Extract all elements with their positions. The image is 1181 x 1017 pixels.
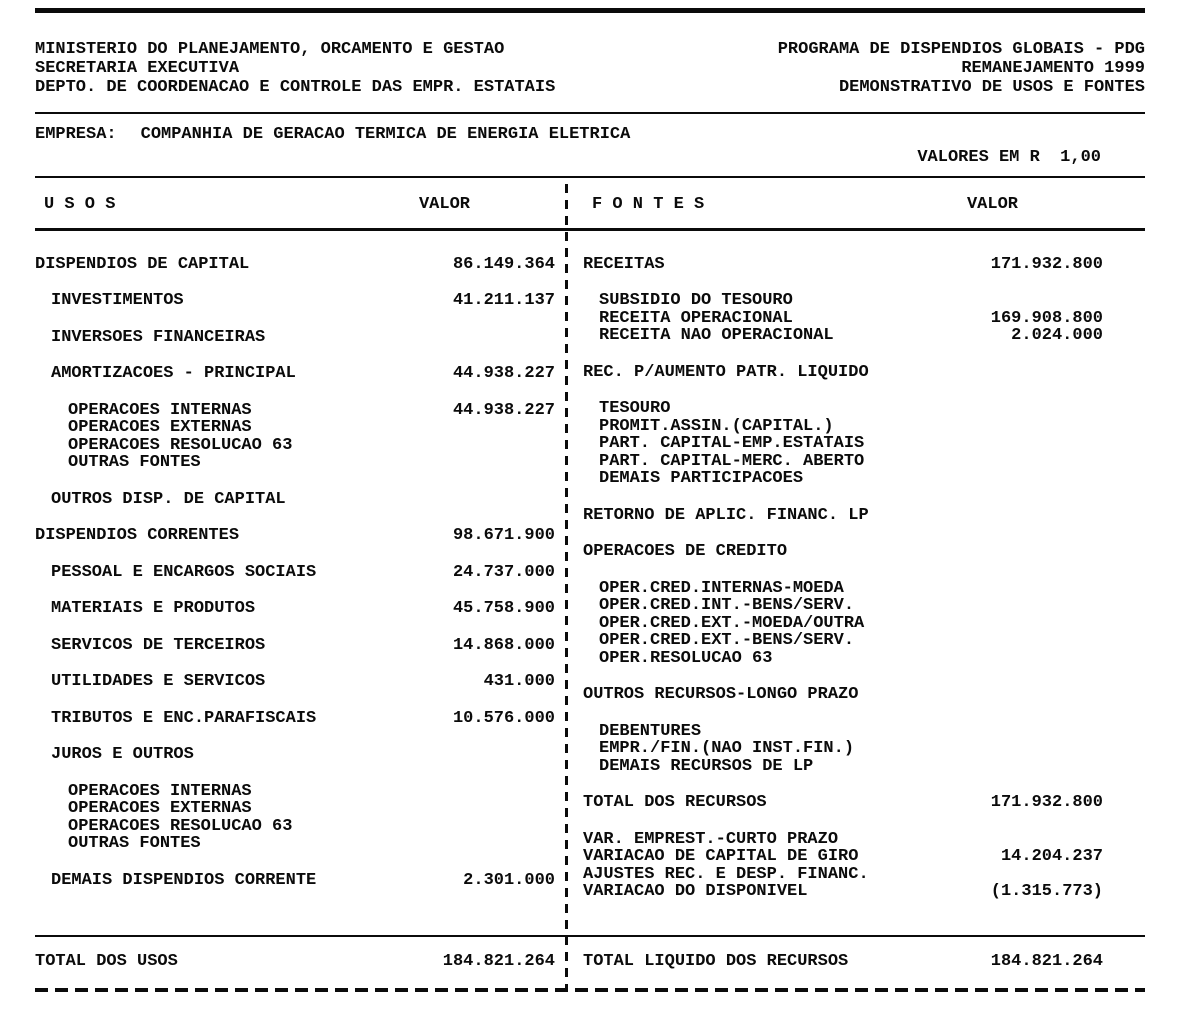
table-row (583, 327, 1103, 345)
row-label: PESSOAL E ENCARGOS SOCIAIS (51, 562, 317, 582)
table-row (583, 740, 1103, 758)
row-label: DEBENTURES (599, 721, 702, 741)
row-label: TESOURO (599, 399, 671, 418)
fontes-total-value: 184.821.264 (990, 952, 1103, 971)
row-label: OUTRAS FONTES (68, 834, 201, 853)
row-label: RECEITA OPERACIONAL (599, 308, 793, 328)
agency-block (35, 40, 555, 97)
table-row (583, 364, 1103, 382)
table-row (35, 637, 555, 655)
table-row (583, 435, 1103, 453)
agency-line: SECRETARIA EXECUTIVA (35, 59, 240, 78)
company-section (35, 125, 1145, 167)
totals-row (35, 937, 1145, 988)
usos-fontes-table (35, 178, 1145, 992)
row-label: RETORNO DE APLIC. FINANC. LP (583, 505, 869, 525)
row-value: 171.932.800 (990, 254, 1103, 274)
row-value: 98.671.900 (452, 526, 555, 545)
row-value: 171.932.800 (990, 793, 1103, 812)
table-row (35, 419, 555, 437)
row-label: JUROS E OUTROS (51, 745, 194, 764)
table-row (583, 723, 1103, 741)
row-value: 41.211.137 (452, 291, 555, 310)
horizontal-rule (35, 112, 1145, 114)
table-row (583, 883, 1103, 901)
row-label: UTILIDADES E SERVICOS (51, 672, 266, 691)
table-row (583, 615, 1103, 633)
table-row (583, 507, 1103, 525)
row-label: OPER.CRED.INT.-BENS/SERV. (599, 596, 855, 615)
row-label: VARIACAO DE CAPITAL DE GIRO (583, 847, 859, 866)
row-label: REC. P/AUMENTO PATR. LIQUIDO (583, 362, 869, 382)
table-row (583, 543, 1103, 561)
row-value: 10.576.000 (452, 708, 555, 728)
table-row (583, 292, 1103, 310)
row-label: OUTROS DISP. DE CAPITAL (51, 489, 286, 509)
table-row (35, 491, 555, 509)
fontes-header (583, 178, 1103, 228)
row-label: INVESTIMENTOS (51, 291, 184, 310)
row-label: PROMIT.ASSIN.(CAPITAL.) (599, 416, 834, 436)
table-row (35, 329, 555, 347)
table-row (583, 632, 1103, 650)
column-headers (35, 178, 1145, 228)
table-row (583, 453, 1103, 471)
company-name: COMPANHIA DE GERACAO TERMICA DE ENERGIA ELETRICA (140, 125, 631, 144)
column-divider (565, 184, 568, 990)
report-subtitle: DEMONSTRATIVO DE USOS E FONTES (838, 78, 1145, 97)
table-row (583, 866, 1103, 884)
row-label: AMORTIZACOES - PRINCIPAL (51, 364, 296, 383)
table-row (35, 365, 555, 383)
report-title: PROGRAMA DE DISPENDIOS GLOBAIS - PDG (777, 40, 1145, 59)
table-row (35, 402, 555, 420)
row-label: INVERSOES FINANCEIRAS (51, 327, 266, 347)
row-label: TRIBUTOS E ENC.PARAFISCAIS (51, 708, 317, 728)
row-label: PART. CAPITAL-MERC. ABERTO (599, 451, 865, 471)
table-row (583, 580, 1103, 598)
row-value: 24.737.000 (452, 562, 555, 582)
report-subtitle: REMANEJAMENTO 1999 (961, 59, 1145, 78)
row-label: EMPR./FIN.(NAO INST.FIN.) (599, 739, 855, 758)
row-label: OPERACOES RESOLUCAO 63 (68, 435, 293, 455)
table-row (35, 835, 555, 853)
row-label: DISPENDIOS DE CAPITAL (35, 254, 250, 274)
row-label: SUBSIDIO DO TESOURO (599, 291, 793, 310)
usos-value-header: VALOR (418, 195, 470, 214)
company-label: EMPRESA: (35, 125, 117, 144)
row-value: 44.938.227 (452, 400, 555, 420)
fontes-rows (583, 237, 1103, 901)
row-label: RECEITA NAO OPERACIONAL (599, 326, 834, 345)
agency-line: DEPTO. DE COORDENACAO E CONTROLE DAS EMPR. ESTATAIS (35, 78, 556, 97)
row-value: 86.149.364 (452, 254, 555, 274)
row-label: OUTROS RECURSOS-LONGO PRAZO (583, 685, 859, 704)
fontes-total-label: TOTAL LIQUIDO DOS RECURSOS (583, 952, 849, 971)
company-line (35, 125, 1145, 144)
usos-rows (35, 237, 555, 901)
row-label: TOTAL DOS RECURSOS (583, 793, 767, 812)
row-label: DISPENDIOS CORRENTES (35, 526, 240, 545)
table-row (583, 686, 1103, 704)
table-row (35, 710, 555, 728)
usos-total-label: TOTAL DOS USOS (35, 952, 178, 971)
document-header (35, 40, 1145, 97)
table-row (583, 794, 1103, 812)
table-row (35, 437, 555, 455)
table-row (35, 527, 555, 545)
row-value: 14.204.237 (1000, 847, 1103, 866)
row-label: OUTRAS FONTES (68, 453, 201, 472)
row-value: 2.024.000 (1011, 326, 1103, 345)
table-row (583, 831, 1103, 849)
row-label: OPERACOES INTERNAS (68, 400, 252, 420)
fontes-title: F O N T E S (592, 195, 705, 214)
row-label: OPER.RESOLUCAO 63 (599, 648, 773, 668)
table-row (583, 310, 1103, 328)
table-row (583, 400, 1103, 418)
row-label: OPER.CRED.EXT.-BENS/SERV. (599, 631, 855, 650)
table-row (35, 872, 555, 890)
table-row (583, 650, 1103, 668)
row-value: 169.908.800 (990, 308, 1103, 328)
row-label: OPERACOES RESOLUCAO 63 (68, 816, 293, 836)
row-label: SERVICOS DE TERCEIROS (51, 635, 266, 655)
table-row (583, 848, 1103, 866)
row-label: VAR. EMPREST.-CURTO PRAZO (583, 829, 839, 849)
row-value: 2.301.000 (463, 870, 555, 890)
row-value: 45.758.900 (452, 599, 555, 618)
row-label: OPERACOES EXTERNAS (68, 799, 252, 818)
row-value: 44.938.227 (452, 364, 555, 383)
usos-total-row (35, 937, 555, 988)
table-body (35, 231, 1145, 905)
table-row (583, 470, 1103, 488)
row-label: OPERACOES EXTERNAS (68, 418, 252, 437)
table-row (35, 564, 555, 582)
table-row (35, 783, 555, 801)
row-label: OPERACOES INTERNAS (68, 781, 252, 801)
fontes-value-header: VALOR (966, 195, 1018, 214)
table-row (35, 800, 555, 818)
row-value: (1.315.773) (990, 882, 1103, 901)
usos-total-value: 184.821.264 (442, 952, 555, 971)
bottom-rule (35, 988, 1145, 992)
row-label: RECEITAS (583, 254, 665, 274)
row-label: PART. CAPITAL-EMP.ESTATAIS (599, 434, 865, 453)
table-row (35, 673, 555, 691)
row-label: OPER.CRED.INTERNAS-MOEDA (599, 578, 844, 598)
row-label: DEMAIS RECURSOS DE LP (599, 756, 814, 776)
table-row (35, 746, 555, 764)
table-row (35, 454, 555, 472)
table-row (583, 758, 1103, 776)
row-label: AJUSTES REC. E DESP. FINANC. (583, 864, 869, 884)
currency-note: VALORES EM R 1,00 (917, 148, 1101, 167)
row-label: DEMAIS PARTICIPACOES (599, 469, 804, 488)
agency-line: MINISTERIO DO PLANEJAMENTO, ORCAMENTO E GESTAO (35, 40, 505, 59)
usos-header (35, 178, 555, 228)
row-value: 14.868.000 (452, 635, 555, 655)
fontes-total-row (583, 937, 1103, 988)
row-label: DEMAIS DISPENDIOS CORRENTE (51, 870, 317, 890)
row-label: OPERACOES DE CREDITO (583, 542, 788, 561)
usos-title: U S O S (44, 195, 116, 214)
table-row (35, 256, 555, 274)
row-label: OPER.CRED.EXT.-MOEDA/OUTRA (599, 613, 865, 633)
table-row (35, 818, 555, 836)
table-row (35, 600, 555, 618)
row-label: MATERIAIS E PRODUTOS (51, 599, 256, 618)
table-row (583, 597, 1103, 615)
row-value: 431.000 (483, 672, 555, 691)
table-row (583, 418, 1103, 436)
top-rule (35, 8, 1145, 13)
table-row (35, 292, 555, 310)
table-row (583, 256, 1103, 274)
report-title-block (778, 40, 1145, 97)
row-label: VARIACAO DO DISPONIVEL (583, 882, 808, 901)
